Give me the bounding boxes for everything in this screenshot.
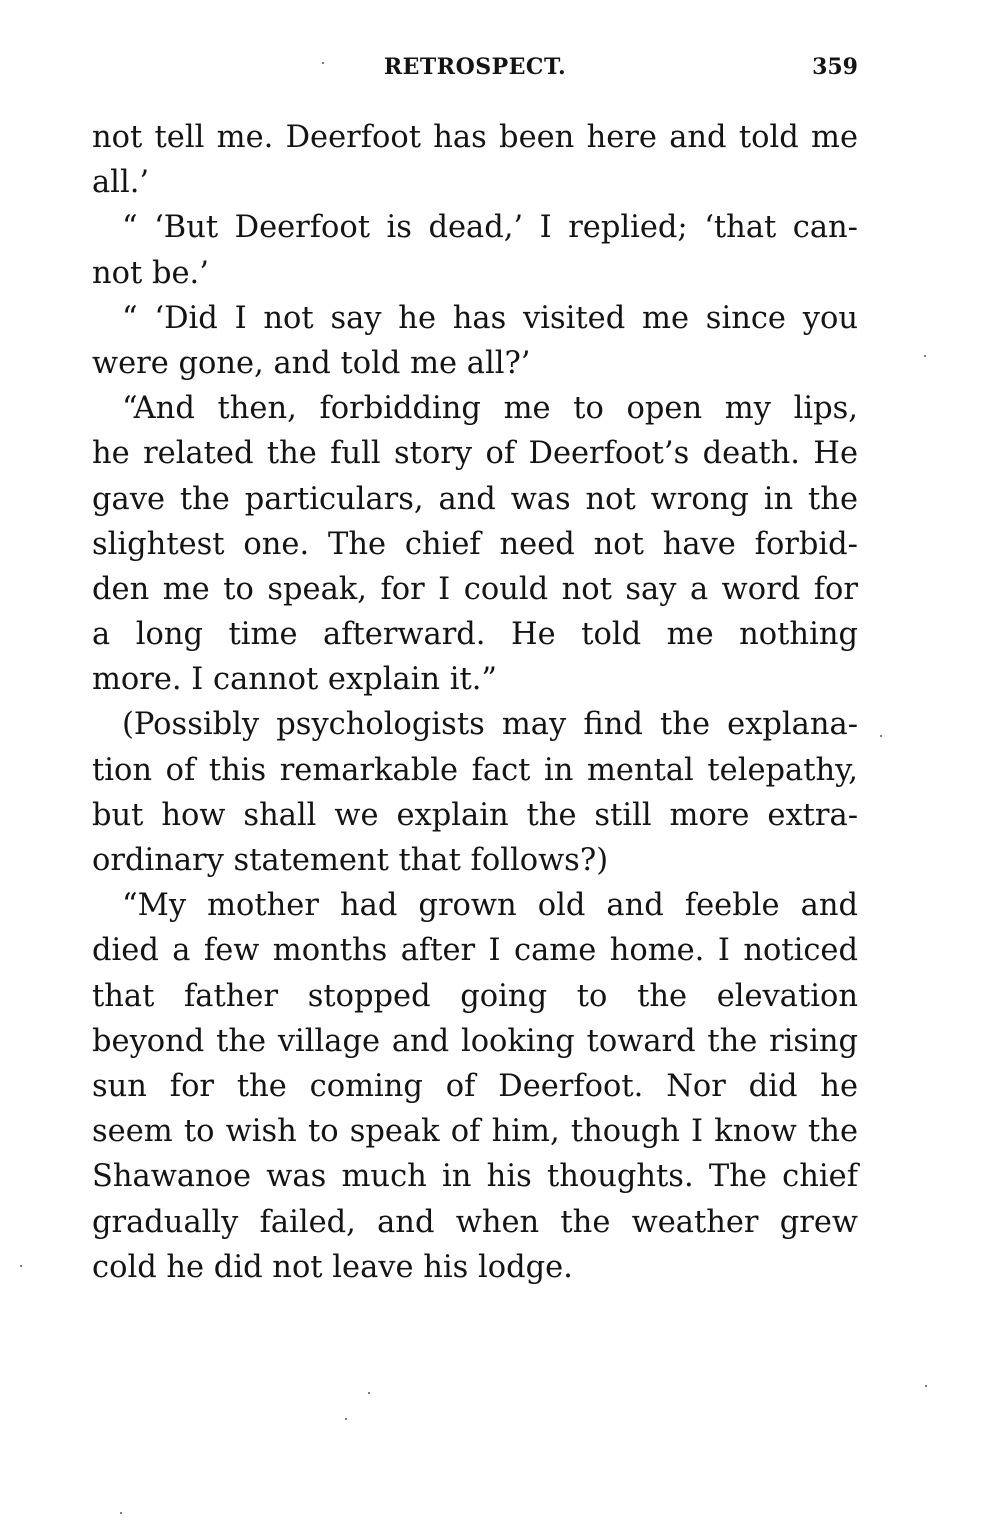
text-line: “ ‘But Deerfoot is dead,’ I replied; ‘that can- xyxy=(122,210,858,246)
text-line: more. I cannot explain it.” xyxy=(92,662,498,698)
text-line: but how shall we explain the still more extra- xyxy=(92,797,858,833)
scan-speck xyxy=(120,1512,122,1514)
text-line: a long time afterward. He told me nothing xyxy=(92,617,858,653)
text-line: that father stopped going to the elevation xyxy=(92,978,858,1014)
scan-speck xyxy=(322,62,324,64)
text-line: tion of this remarkable fact in mental telepathy, xyxy=(92,752,858,788)
scan-speck xyxy=(924,355,926,357)
text-line: seem to wish to speak of him, though I know the xyxy=(92,1114,858,1150)
text-line: died a few months after I came home. I noticed xyxy=(92,933,858,969)
text-line: not be.’ xyxy=(92,255,209,291)
text-line: all.’ xyxy=(92,165,150,201)
text-line: sun for the coming of Deerfoot. Nor did he xyxy=(92,1068,858,1104)
text-line: “And then, forbidding me to open my lips, xyxy=(122,391,858,427)
text-line: were gone, and told me all?’ xyxy=(92,345,531,381)
page-number: 359 xyxy=(812,54,858,80)
text-line: gradually failed, and when the weather grew xyxy=(92,1204,858,1240)
text-line: ordinary statement that follows?) xyxy=(92,843,609,878)
text-line: (Possibly psychologists may find the explana- xyxy=(122,707,858,743)
text-line: Shawanoe was much in his thoughts. The chief xyxy=(92,1159,858,1195)
scan-speck xyxy=(925,1385,927,1387)
scan-speck xyxy=(368,1392,370,1394)
text-line: cold he did not leave his lodge. xyxy=(92,1249,573,1285)
running-title: RETROSPECT. xyxy=(383,54,567,80)
text-line: he related the full story of Deerfoot’s death. He xyxy=(92,436,858,472)
text-line: gave the particulars, and was not wrong in the xyxy=(92,481,858,517)
scan-speck xyxy=(345,1418,347,1420)
text-line: den me to speak, for I could not say a word for xyxy=(92,571,858,607)
text-line: beyond the village and looking toward the rising xyxy=(92,1023,858,1059)
text-line: not tell me. Deerfoot has been here and told me xyxy=(92,120,858,155)
body-text xyxy=(92,115,858,1290)
scan-speck xyxy=(20,1265,22,1267)
running-head xyxy=(92,54,858,94)
text-line: “My mother had grown old and feeble and xyxy=(122,888,858,924)
text-line: “ ‘Did I not say he has visited me since you xyxy=(122,300,858,336)
scan-speck xyxy=(880,735,882,737)
text-line: slightest one. The chief need not have forbid- xyxy=(92,526,858,562)
